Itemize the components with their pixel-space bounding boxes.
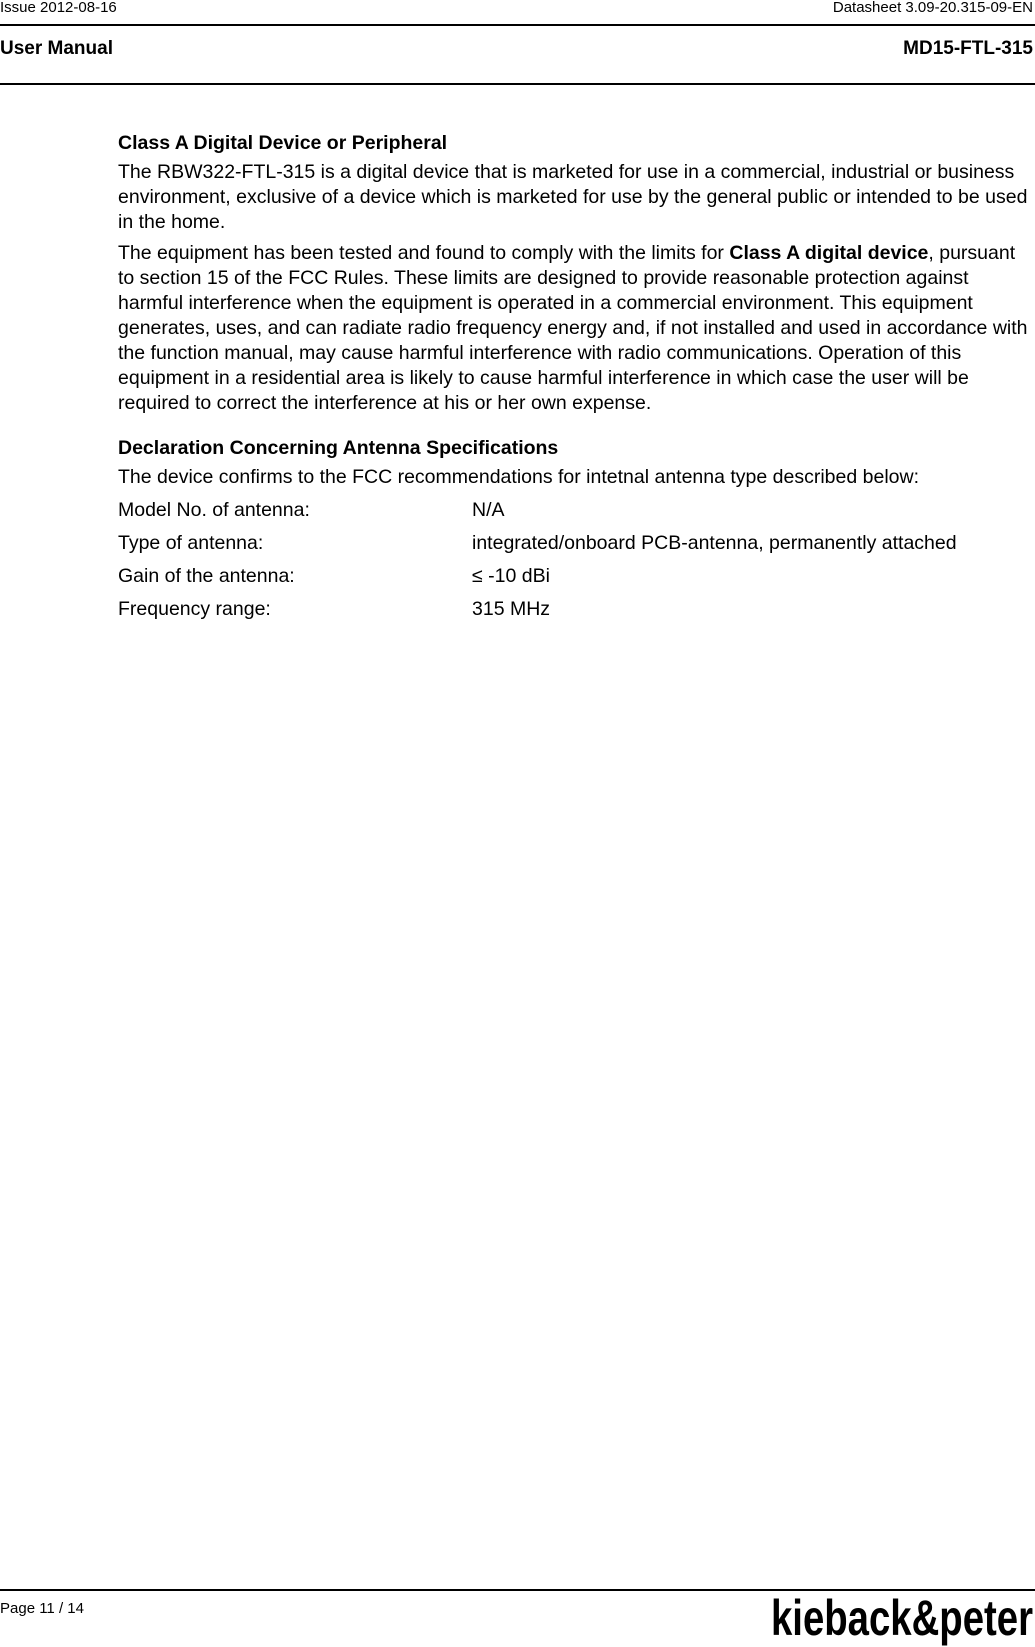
spec-label: Type of antenna: xyxy=(118,532,264,554)
model-number: MD15-FTL-315 xyxy=(903,38,1033,59)
spec-value: integrated/onboard PCB-antenna, permanently attached xyxy=(472,532,957,554)
class-a-heading: Class A Digital Device or Peripheral xyxy=(118,132,448,154)
class-a-paragraph-2 xyxy=(118,241,1032,416)
spec-label: Frequency range: xyxy=(118,598,271,620)
spec-label: Gain of the antenna: xyxy=(118,565,295,587)
spec-value: ≤ -10 dBi xyxy=(472,565,550,587)
antenna-spec-table xyxy=(118,498,957,630)
kieback-peter-logo xyxy=(771,1591,1033,1647)
main-content xyxy=(118,131,1032,630)
header-meta xyxy=(0,0,1035,24)
spec-row xyxy=(118,564,957,597)
antenna-section xyxy=(118,436,1032,630)
spec-row xyxy=(118,498,957,531)
para2-text-start: The equipment has been tested and found to comply with the limits for xyxy=(118,242,730,264)
header-divider-top xyxy=(0,24,1035,26)
spec-label: Model No. of antenna: xyxy=(118,499,310,521)
logo-graphic xyxy=(771,1591,1033,1647)
document-type: User Manual xyxy=(0,38,113,59)
datasheet-number: Datasheet 3.09-20.315-09-EN xyxy=(832,0,1033,16)
class-a-section xyxy=(118,131,1032,416)
para2-bold-text: Class A digital device xyxy=(729,242,929,264)
spec-row xyxy=(118,597,957,630)
spec-value: N/A xyxy=(472,499,505,521)
issue-date: Issue 2012-08-16 xyxy=(0,0,117,16)
spec-value: 315 MHz xyxy=(472,598,551,620)
antenna-heading: Declaration Concerning Antenna Specifications xyxy=(118,437,559,459)
header-divider-bottom xyxy=(0,83,1035,85)
logo-text: kieback&peter xyxy=(771,1591,1033,1646)
class-a-paragraph-1: The RBW322-FTL-315 is a digital device that is marketed for use in a commercial, industrial or business environment, exclusive of a device which is marketed for use by the general public or intended to be used in the home. xyxy=(118,161,1028,233)
page-number: Page 11 / 14 xyxy=(0,1600,84,1617)
spec-row xyxy=(118,531,957,564)
para2-text-end: , pursuant to section 15 of the FCC Rules. These limits are designed to provide reasonable protection against harmful interference when the equipment is operated in a commercial environment. This equipment generates, uses, and can radiate radio frequency energy and, if not installed and used in accordance with the function manual, may cause harmful interference with radio communications. Operation of this equipment in a residential area is likely to cause harmful interference in which case the user will be required to correct the interference at his or her own expense. xyxy=(118,242,1028,414)
antenna-intro: The device confirms to the FCC recommendations for intetnal antenna type described below: xyxy=(118,466,919,488)
